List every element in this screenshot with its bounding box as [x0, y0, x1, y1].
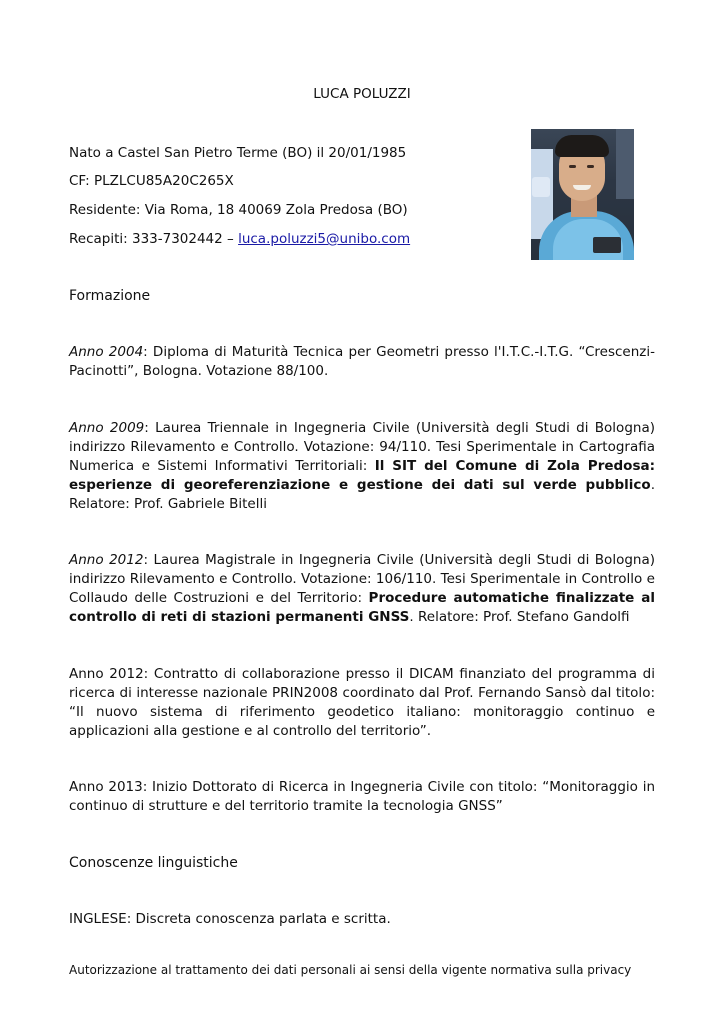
- section-lingue: Conoscenze linguistiche: [69, 855, 238, 871]
- privacy-note: Autorizzazione al trattamento dei dati personali ai sensi della vigente normativa sulla privacy: [69, 963, 632, 977]
- entry-supervisor: . Relatore: Prof. Stefano Gandolfi: [409, 609, 630, 625]
- entry-year: Anno 2012: [69, 552, 144, 568]
- entry-year: Anno 2004: [69, 344, 144, 360]
- email-link[interactable]: luca.poluzzi5@unibo.com: [238, 231, 411, 247]
- education-entry: [69, 665, 655, 741]
- section-formazione: Formazione: [69, 288, 151, 304]
- contacts: [69, 231, 410, 247]
- education-entry: [69, 343, 655, 381]
- thesis-title: Procedure automatiche finalizzate al controllo di reti di stazioni permanenti GNSS: [69, 590, 655, 625]
- thesis-title: Il SIT del Comune di Zola Predosa: esperienze di georeferenziazione e gestione dei dati sul verde pubblico: [69, 458, 655, 493]
- education-entry: [69, 419, 655, 514]
- entry-text: : Diploma di Maturità Tecnica per Geometri presso l'I.T.C.-I.T.G. “Crescenzi-Pacinotti”, Bologna. Votazione 88/100.: [69, 344, 655, 379]
- birth-info: Nato a Castel San Pietro Terme (BO) il 20/01/1985: [69, 145, 407, 161]
- entry-text: : Laurea Triennale in Ingegneria Civile (Università degli Studi di Bologna) indirizzo Rilevamento e Controllo. Votazione: 94/110. Tesi Sperimentale in Cartografia Numerica e Sistemi Informativi Territoriali:: [69, 420, 655, 474]
- residence: Residente: Via Roma, 18 40069 Zola Predosa (BO): [69, 202, 408, 218]
- portrait-photo: [531, 129, 634, 260]
- entry-text: Anno 2012: Contratto di collaborazione presso il DICAM finanziato del programma di ricerca di interesse nazionale PRIN2008 coordinato dal Prof. Fernando Sansò dal titolo: “Il nuovo sistema di riferimento geodetico italiano: monitoraggio continuo e applicazioni alla gestione e al controllo del territorio”.: [69, 666, 655, 739]
- entry-text: : Laurea Magistrale in Ingegneria Civile (Università degli Studi di Bologna) indirizzo Rilevamento e Controllo. Votazione: 106/110. Tesi Sperimentale in Controllo e Collaudo delle Costruzioni e del Territorio:: [69, 552, 655, 606]
- entry-text: Anno 2013: Inizio Dottorato di Ricerca in Ingegneria Civile con titolo: “Monitoraggio in continuo di strutture e del territorio tramite la tecnologia GNSS”: [69, 779, 655, 814]
- education-entry: [69, 551, 655, 627]
- phone-text: Recapiti: 333-7302442 –: [69, 231, 239, 247]
- language-english: INGLESE: Discreta conoscenza parlata e scritta.: [69, 911, 391, 927]
- education-entry: [69, 778, 655, 816]
- entry-supervisor: . Relatore: Prof. Gabriele Bitelli: [69, 477, 655, 512]
- fiscal-code: CF: PLZLCU85A20C265X: [69, 173, 234, 189]
- page-title: LUCA POLUZZI: [313, 86, 411, 102]
- entry-year: Anno 2009: [69, 420, 145, 436]
